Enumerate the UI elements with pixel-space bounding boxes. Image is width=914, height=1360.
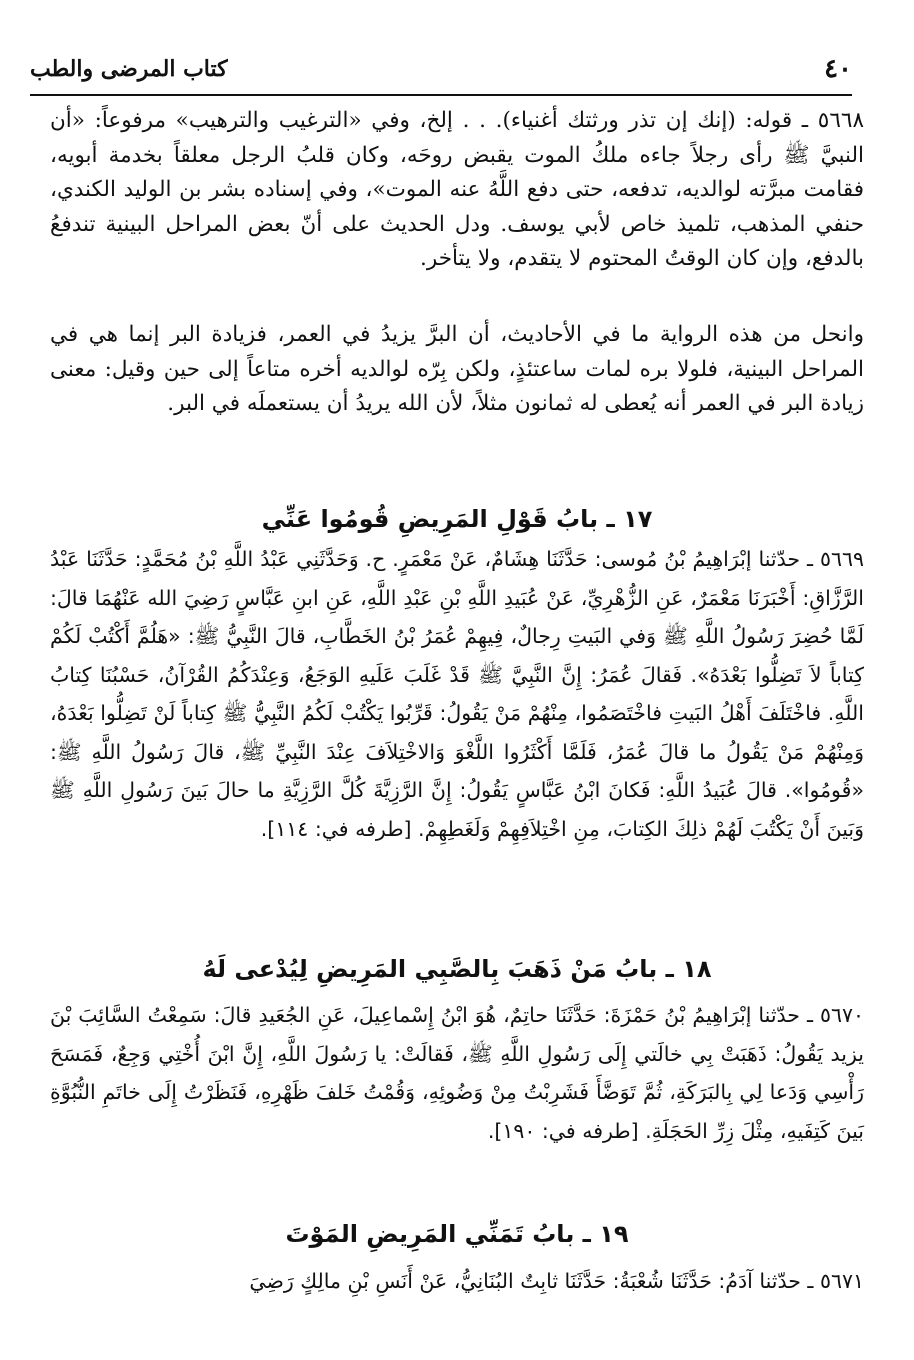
running-header bbox=[30, 50, 852, 92]
header-divider bbox=[30, 94, 852, 96]
chapter-18-heading: ١٨ ـ بابُ مَنْ ذَهَبَ بِالصَّبِي المَرِيضِ لِيُدْعى لَهُ bbox=[202, 955, 712, 983]
chapter-19-heading: ١٩ ـ بابُ تَمَنِّي المَرِيضِ المَوْتَ bbox=[285, 1220, 629, 1248]
commentary-paragraph-2: وانحل من هذه الرواية ما في الأحاديث، أن البرَّ يزيدُ في العمر، فزيادة البر إنما هي في المراحل البينية، فلولا بره لمات ساعتئذٍ، ولكن بِرّه لوالديه أخره متاعاً إلى حين وقيل: معنى زيادة البر في العمر أنه يُعطى له ثمانون مثلاً، لأن الله يريدُ أن يستعملَه في البر. bbox=[50, 322, 864, 416]
book-title: كتاب المرضى والطب bbox=[30, 56, 228, 82]
chapter-17-heading: ١٧ ـ بابُ قَوْلِ المَرِيضِ قُومُوا عَنِّي bbox=[261, 505, 653, 533]
hadith-5670: ٥٦٧٠ ـ حدّثنا إبْرَاهِيمُ بْنُ حَمْزَةَ: حَدَّثَنَا حاتِمٌ، هُوَ ابْنُ إِسْماعِيلَ، عَنِ الجُعَيدِ قالَ: سَمِعْتُ السَّائِبَ بْنَ يزيد يَقُولُ: ذَهَبَتْ بِي خالَتي إِلَى رَسُولِ اللَّهِ ﷺ، فَقالَتْ: يا رَسُولَ اللَّهِ، إِنَّ ابْنَ أُخْتِي وَجِعٌ، فَمَسَحَ رَأْسِي وَدَعا لِي بِالبَرَكَةِ، ثُمَّ تَوَضَّأَ فَشَرِبْتُ مِنْ وَضُوئِهِ، وَقُمْتُ خَلفَ ظَهْرِهِ، فَنَظَرْتُ إِلَى خاتَمِ النُّبُوَّةِ بَينَ كَتِفَيهِ، مِثْلَ زِرِّ الحَجَلَةِ. [طرفه في: ١٩٠]. bbox=[50, 1003, 864, 1143]
page-number: ٤٠ bbox=[824, 54, 852, 84]
hadith-5669: ٥٦٦٩ ـ حدّثنا إبْرَاهِيمُ بْنُ مُوسى: حَدَّثَنَا هِشَامٌ، عَنْ مَعْمَرٍ. ح. وَحَدَّثَنِي عَبْدُ اللَّهِ بْنُ مُحَمَّدٍ: حَدَّثَنَا عَبْدُ الرَّزَّاقِ: أَخْبَرَنَا مَعْمَرٌ، عَنِ الزُّهْرِيِّ، عَنْ عُبَيدِ اللَّهِ بْنِ عَبْدِ اللَّهِ، عَنِ ابنِ عَبَّاسٍ رَضِيَ الله عَنْهُمَا قالَ: لَمَّا حُضِرَ رَسُولُ اللَّهِ ﷺ وَفي البَيتِ رِجالٌ، فِيهِمْ عُمَرُ بْنُ الخَطَّابِ، قالَ النَّبِيُّ ﷺ: «هَلُمَّ أَكْتُبْ لَكُمْ كِتاباً لاَ تَضِلُّوا بَعْدَهُ». فَقالَ عُمَرُ: إِنَّ النَّبِيَّ ﷺ قَدْ غَلَبَ عَلَيهِ الوَجَعُ، وَعِنْدَكُمُ القُرْآنُ، حَسْبُنَا كِتابُ اللَّهِ. فاخْتَلَفَ أَهْلُ البَيتِ فاخْتَصَمُوا، مِنْهُمْ مَنْ يَقُولُ: قَرِّبُوا يَكْتُبْ لَكُمُ النَّبِيُّ ﷺ كِتاباً لَنْ تَضِلُّوا بَعْدَهُ، وَمِنْهُمْ مَنْ يَقُولُ ما قالَ عُمَرُ، فَلَمَّا أَكْثَرُوا اللَّغْوَ وَالاخْتِلاَفَ عِنْدَ النَّبِيِّ ﷺ، قالَ رَسُولُ اللَّهِ ﷺ: «قُومُوا». قالَ عُبَيدُ اللَّهِ: فَكانَ ابْنُ عَبَّاسٍ يَقُولُ: إِنَّ الرَّزِيَّةَ كُلَّ الرَّزِيَّةِ ما حالَ بَينَ رَسُولِ اللَّهِ ﷺ وَبَينَ أَنْ يَكْتُبَ لَهُمْ ذلِكَ الكِتابَ، مِنِ اخْتِلاَفِهِمْ وَلَغَطِهِمْ. [طرفه في: ١١٤]. bbox=[50, 547, 864, 841]
hadith-5671: ٥٦٧١ ـ حدّثنا آدَمُ: حَدَّثَنَا شُعْبَةُ: حَدَّثَنَا ثابِتٌ البُنَانِيُّ، عَنْ أَنَسِ بْنِ مالِكٍ رَضِيَ bbox=[249, 1269, 864, 1293]
commentary-paragraph-1: ٥٦٦٨ ـ قوله: (إنك إن تذر ورثتك أغنياء). . . إلخ، وفي «الترغيب والترهيب» مرفوعاً: «أن النبيَّ ﷺ رأى رجلاً جاءه ملكُ الموت يقبض روحَه، وكان قلبُ الرجل معلقاً بخدمة أبويه، فقامت مبرَّته لوالديه، تدفعه، حتى دفع اللَّهُ عنه الموت»، وفي إسناده بشر بن الوليد الكندي، حنفي المذهب، تلميذ خاص لأبي يوسف. ودل الحديث على أنّ بعض المراحل البينية تندفعُ بالدفع، وإن كان الوقتُ المحتوم لا يتقدم، ولا يتأخر. bbox=[50, 108, 864, 271]
